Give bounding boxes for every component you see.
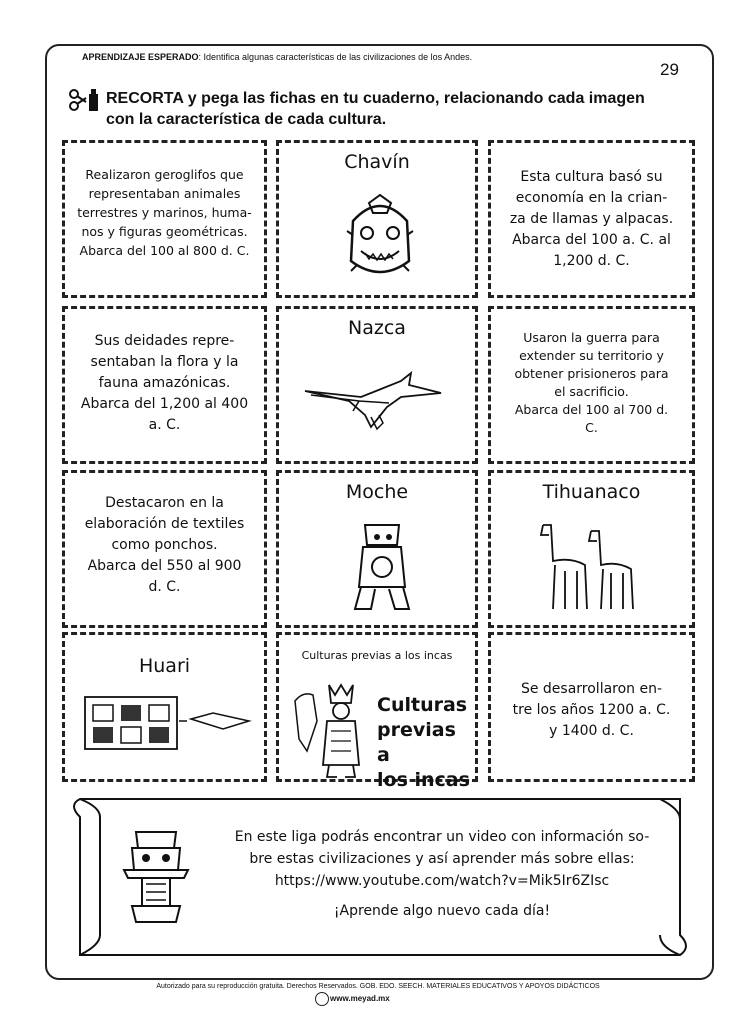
card-culturas-previas	[276, 632, 478, 791]
card-r3c1	[62, 470, 267, 628]
video-link[interactable]: https://www.youtube.com/watch?v=Mik5Ir6ZIsc	[274, 873, 610, 889]
llamas-icon	[531, 521, 641, 613]
card-text: Sus deidades repre- sentaban la flora y la fauna amazónicas. Abarca del 1,200 al 400 a. C.	[80, 333, 249, 433]
card-text: Se desarrollaron en- tre los años 1200 a. C. y 1400 d. C.	[512, 681, 671, 739]
moche-figure-icon	[349, 517, 415, 615]
globe-icon	[315, 992, 329, 1006]
site-url[interactable]: www.meyad.mx	[330, 994, 390, 1003]
card-title: Chavín	[344, 151, 410, 173]
card-big-title: Culturas previas a los incas	[377, 694, 470, 791]
inca-figure-icon	[289, 681, 379, 779]
card-chavin	[276, 140, 478, 298]
tumi-icon	[118, 826, 194, 926]
card-r2c1	[62, 306, 267, 464]
card-r4c3	[488, 632, 695, 782]
card-r1c3	[488, 140, 695, 298]
page-number: 29	[660, 60, 679, 79]
card-text: Realizaron geroglifos que representaban animales terrestres y marinos, huma- nos y figuras geométricas. Abarca del 100 al 800 d. C.	[77, 167, 252, 258]
card-text: Esta cultura basó su economía en la crian- za de llamas y alpacas. Abarca del 100 a. C. al 1,200 d. C.	[509, 169, 674, 269]
chavin-head-icon	[343, 191, 417, 283]
card-title: Tihuanaco	[542, 481, 641, 503]
learning-objective: APRENDIZAJE ESPERADO: Identifica algunas características de las civilizaciones de los Andes.	[82, 52, 473, 62]
nazca-bird-icon	[301, 367, 461, 437]
card-nazca	[276, 306, 478, 464]
card-huari	[62, 632, 267, 782]
huari-textile-icon	[83, 691, 255, 755]
scissors-glue-icon	[68, 86, 102, 114]
card-r1c1	[62, 140, 267, 298]
card-title: Huari	[138, 655, 191, 677]
card-text: Destacaron en la elaboración de textiles como ponchos. Abarca del 550 al 900 d. C.	[84, 495, 245, 595]
card-title: Nazca	[348, 317, 406, 339]
instruction: RECORTA y pega las fichas en tu cuaderno, relacionando cada imagen con la característica de cada cultura.	[106, 90, 645, 128]
card-caption: Culturas previas a los incas	[301, 649, 453, 662]
card-title: Moche	[345, 481, 409, 503]
video-info-text: En este liga podrás encontrar un video con información so- bre estas civilizaciones y así aprender más sobre ellas: https://www.youtube.com/watch?v=Mik5Ir6ZIsc ¡Aprende algo nuevo cada día!	[222, 826, 662, 922]
card-moche	[276, 470, 478, 628]
card-r2c3	[488, 306, 695, 464]
footer-text: Autorizado para su reproducción gratuita. Derechos Reservados. GOB. EDO. SEECH. MATERIALES EDUCATIVOS Y APOYOS DIDÁCTICOS	[156, 983, 600, 990]
card-tihuanaco	[488, 470, 695, 628]
card-text: Usaron la guerra para extender su territorio y obtener prisioneros para el sacrificio. Abarca del 100 al 700 d. C.	[514, 330, 669, 435]
